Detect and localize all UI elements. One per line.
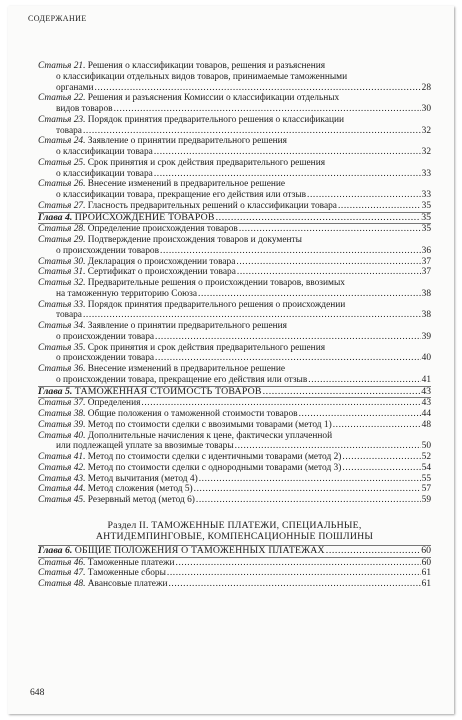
toc-line <box>38 213 431 224</box>
toc-article <box>38 61 431 93</box>
toc-line <box>38 158 431 169</box>
page-ref: 57 <box>421 484 431 495</box>
toc-line <box>38 136 431 147</box>
toc-article <box>38 201 431 212</box>
entry-text: Заявление о принятии предварительного решения <box>87 136 287 147</box>
entry-text: товара <box>56 125 82 136</box>
toc-article <box>38 136 431 158</box>
leader-dots <box>83 310 421 321</box>
toc-article <box>38 431 431 453</box>
article-label: Статья 39. <box>38 419 86 430</box>
toc-line <box>38 484 431 495</box>
toc-line <box>38 278 431 289</box>
toc-list-chapters-3-5 <box>38 61 431 506</box>
leader-dots <box>154 169 421 180</box>
entry-text: Общие положения о таможенной стоимости товаров <box>87 409 298 419</box>
toc-list-chapter-6 <box>38 545 431 590</box>
toc-article <box>38 343 431 365</box>
leader-dots <box>299 409 421 420</box>
page-ref: 61 <box>421 579 431 589</box>
article-label: Статья 41. <box>38 452 86 462</box>
toc-line <box>38 579 431 590</box>
leader-dots <box>308 375 420 386</box>
toc-chapter <box>38 546 431 557</box>
article-label: Статья 21. <box>38 61 86 71</box>
toc-article <box>38 452 431 463</box>
entry-text: о происхождении товара <box>56 353 155 364</box>
article-label: Статья 26. <box>38 179 86 190</box>
chapter-label: Глава 6. <box>38 544 73 556</box>
entry-text: товара <box>56 310 82 321</box>
toc-line <box>38 224 431 235</box>
leader-dots <box>154 147 421 158</box>
toc-article <box>38 558 431 569</box>
article-label: Статья 32. <box>38 278 86 288</box>
article-label: Статья 28. <box>38 224 86 235</box>
article-label: Статья 22. <box>38 93 86 104</box>
toc-article <box>38 300 431 322</box>
article-label: Статья 38. <box>38 409 86 419</box>
article-label: Статья 47. <box>38 568 86 579</box>
entry-text: Срок принятия и срок действия предварительного решения <box>87 342 326 353</box>
page-ref: 32 <box>421 125 431 136</box>
toc-line <box>38 179 431 190</box>
toc-line <box>38 409 431 420</box>
entry-text: органами <box>56 82 94 93</box>
article-label: Статья 31. <box>38 267 86 278</box>
article-label: Статья 27. <box>38 200 86 211</box>
page-ref: 28 <box>421 82 431 93</box>
page-ref: 44 <box>421 409 431 419</box>
toc-article <box>38 93 431 115</box>
article-label: Статья 25. <box>38 157 86 168</box>
page-ref: 54 <box>421 462 431 473</box>
toc-line <box>38 420 431 431</box>
section-heading <box>38 520 431 543</box>
toc-line <box>38 257 431 268</box>
article-label: Статья 29. <box>38 235 86 245</box>
leader-dots <box>155 332 421 343</box>
toc-article <box>38 474 431 485</box>
toc-line <box>38 310 431 321</box>
leader-dots <box>263 387 421 398</box>
toc-article <box>38 235 431 257</box>
page-ref: 41 <box>421 374 431 385</box>
toc-article <box>38 224 431 235</box>
toc-line <box>38 546 431 557</box>
toc-line <box>38 126 431 137</box>
entry-text: о происхождении товара, прекращение его действия или отзыв <box>56 374 308 385</box>
entry-text: Метод по стоимости сделки с однородными товарами (метод 3) <box>87 462 342 473</box>
chapter-label: Глава 4. <box>38 211 73 223</box>
page-ref: 39 <box>421 331 431 342</box>
page-ref: 35 <box>421 200 431 211</box>
page-ref: 61 <box>421 568 431 579</box>
entry-text: или подлежащей уплате за ввозимые товары <box>56 441 234 452</box>
entry-text: о классификации товара <box>56 147 153 157</box>
toc-line <box>38 300 431 311</box>
leader-dots <box>239 224 421 235</box>
entry-text: Порядок принятия предварительного решения о классификации <box>87 114 345 125</box>
entry-text: Таможенные платежи <box>87 557 175 568</box>
article-label: Статья 40. <box>38 430 86 441</box>
entry-text: Метод вычитания (метод 4) <box>87 473 198 484</box>
page-ref: 35 <box>421 224 431 235</box>
toc-line <box>38 452 431 463</box>
toc-line <box>38 353 431 364</box>
toc-line <box>38 72 431 83</box>
page-ref: 38 <box>421 288 431 299</box>
toc-article <box>38 409 431 420</box>
running-header: СОДЕРЖАНИЕ <box>28 14 87 23</box>
leader-dots <box>338 201 421 212</box>
entry-text: Таможенные сборы <box>87 568 166 579</box>
toc-article <box>38 321 431 343</box>
toc-article <box>38 278 431 300</box>
toc-article <box>38 115 431 137</box>
article-label: Статья 44. <box>38 484 86 495</box>
toc-line <box>38 235 431 246</box>
page-ref: 59 <box>421 495 431 505</box>
entry-text: видов товаров <box>56 104 113 114</box>
toc-line <box>38 398 431 409</box>
entry-text: Сертификат о происхождении товара <box>87 267 236 278</box>
entry-text: Внесение изменений в предварительное решение <box>87 364 286 374</box>
leader-dots <box>342 452 420 463</box>
entry-text: Определения <box>87 398 141 409</box>
leader-dots <box>307 190 421 201</box>
chapter-label: Глава 5. <box>38 385 73 397</box>
toc-line <box>38 474 431 485</box>
toc-line <box>38 375 431 386</box>
entry-text: Декларация о происхождении товара <box>87 256 236 267</box>
leader-dots <box>160 246 421 257</box>
toc-article <box>38 463 431 474</box>
toc-line <box>38 201 431 212</box>
leader-dots <box>141 398 420 409</box>
leader-dots <box>198 289 421 300</box>
toc-line <box>38 343 431 354</box>
leader-dots <box>155 353 421 364</box>
entry-text: о классификации отдельных видов товаров, принимаемые таможенными <box>56 71 348 82</box>
page-ref: 30 <box>421 104 431 114</box>
entry-text: Порядок принятия предварительного решения о происхождении <box>87 299 346 310</box>
page-ref: 33 <box>421 190 431 200</box>
entry-text: Дополнительные начисления к цене, фактически уплаченной <box>87 430 333 441</box>
leader-dots <box>342 463 420 474</box>
article-label: Статья 37. <box>38 398 86 409</box>
entry-text: Определение происхождения товаров <box>87 224 238 235</box>
toc-line <box>38 558 431 569</box>
entry-text: Решения и разъяснения Комиссии о классификации отдельных <box>87 93 340 104</box>
toc-line <box>38 104 431 115</box>
page-ref: 32 <box>421 147 431 157</box>
toc-article <box>38 568 431 579</box>
toc-line <box>38 147 431 158</box>
toc-article <box>38 579 431 590</box>
leader-dots <box>167 568 421 579</box>
page-ref: 60 <box>421 557 431 568</box>
article-label: Статья 30. <box>38 256 86 267</box>
leader-dots <box>168 579 420 590</box>
article-label: Статья 48. <box>38 579 86 589</box>
entry-text: о происхождении товаров <box>56 245 159 256</box>
article-label: Статья 45. <box>38 495 86 505</box>
toc-line <box>38 568 431 579</box>
page-ref: 37 <box>421 256 431 267</box>
leader-dots <box>176 558 421 569</box>
entry-text: ПРОИСХОЖДЕНИЕ ТОВАРОВ <box>74 211 215 223</box>
page-ref: 40 <box>421 353 431 364</box>
page-ref: 60 <box>421 544 431 556</box>
leader-dots <box>114 104 421 115</box>
toc-line <box>38 190 431 201</box>
leader-dots <box>326 546 420 557</box>
toc-line <box>38 169 431 180</box>
article-label: Статья 46. <box>38 557 86 568</box>
toc-line <box>38 83 431 94</box>
toc-line <box>38 495 431 506</box>
article-label: Статья 23. <box>38 114 86 125</box>
leader-dots <box>199 474 421 485</box>
page-ref: 48 <box>421 419 431 430</box>
toc-article <box>38 257 431 268</box>
leader-dots <box>236 257 420 268</box>
entry-text: Метод по стоимости сделки с идентичными товарами (метод 2) <box>87 452 342 462</box>
toc-line <box>38 267 431 278</box>
toc-article <box>38 420 431 431</box>
page-ref: 55 <box>421 473 431 484</box>
entry-text: Гласность предварительных решений о классификации товара <box>87 200 337 211</box>
toc-article <box>38 398 431 409</box>
leader-dots <box>237 267 421 278</box>
entry-text: Авансовые платежи <box>87 579 168 589</box>
leader-dots <box>95 83 421 94</box>
entry-text: о классификации товара <box>56 168 153 179</box>
book-page <box>8 6 454 714</box>
toc-line <box>38 364 431 375</box>
toc-line <box>38 332 431 343</box>
entry-text: Внесение изменений в предварительное решение <box>87 179 286 190</box>
toc-chapter <box>38 213 431 224</box>
article-label: Статья 35. <box>38 342 86 353</box>
entry-text: о происхождении товара <box>56 331 155 342</box>
toc-line <box>38 115 431 126</box>
page-ref: 35 <box>421 211 431 223</box>
entry-text: ТАМОЖЕННАЯ СТОИМОСТЬ ТОВАРОВ <box>74 385 262 397</box>
entry-text: Предварительные решения о происхождении товаров, ввозимых <box>87 278 345 288</box>
entry-text: на таможенную территорию Союза <box>56 288 198 299</box>
entry-text: Срок принятия и срок действия предварительного решения <box>87 157 326 168</box>
page-ref: 36 <box>421 245 431 256</box>
toc-line <box>38 93 431 104</box>
article-label: Статья 24. <box>38 136 86 147</box>
toc-article <box>38 267 431 278</box>
toc-chapter <box>38 387 431 398</box>
leader-dots <box>216 213 421 224</box>
toc-line <box>38 387 431 398</box>
leader-dots <box>196 495 421 506</box>
toc-line <box>38 61 431 72</box>
article-label: Статья 33. <box>38 299 86 310</box>
page-ref: 43 <box>421 398 431 409</box>
toc-line <box>38 321 431 332</box>
toc-article <box>38 484 431 495</box>
article-label: Статья 42. <box>38 462 86 473</box>
toc-line <box>38 441 431 452</box>
page-ref: 52 <box>421 452 431 462</box>
entry-text: Решения о классификации товаров, решения и разъяснения <box>87 61 326 71</box>
entry-text: Подтверждение происхождения товаров и документы <box>87 235 302 245</box>
page-ref: 43 <box>421 385 431 397</box>
leader-dots <box>235 441 421 452</box>
entry-text: Метод по стоимости сделки с ввозимыми товарами (метод 1) <box>87 419 332 430</box>
toc-article <box>38 364 431 386</box>
page-ref: 38 <box>421 310 431 321</box>
toc-article <box>38 179 431 201</box>
toc-line <box>38 463 431 474</box>
page-ref: 33 <box>421 168 431 179</box>
entry-text: о классификации товара, прекращение его действия или отзыв <box>56 190 307 200</box>
toc-line <box>38 431 431 442</box>
entry-text: Заявление о принятии предварительного решения <box>87 321 287 331</box>
page-ref: 37 <box>421 267 431 278</box>
article-label: Статья 36. <box>38 364 86 374</box>
entry-text: ОБЩИЕ ПОЛОЖЕНИЯ О ТАМОЖЕННЫХ ПЛАТЕЖАХ <box>74 544 325 556</box>
toc-article <box>38 158 431 180</box>
section-heading-line-1: Раздел II. ТАМОЖЕННЫЕ ПЛАТЕЖИ, СПЕЦИАЛЬНЫЕ, <box>107 519 362 531</box>
page-number: 648 <box>30 687 45 698</box>
page-ref: 50 <box>421 441 431 452</box>
leader-dots <box>333 420 421 431</box>
entry-text: Резервный метод (метод 6) <box>87 495 195 505</box>
leader-dots <box>83 126 421 137</box>
section-heading-line-2: АНТИДЕМПИНГОВЫЕ, КОМПЕНСАЦИОННЫЕ ПОШЛИНЫ <box>95 531 374 543</box>
article-label: Статья 34. <box>38 321 86 331</box>
article-label: Статья 43. <box>38 473 86 484</box>
toc-line <box>38 246 431 257</box>
toc-line <box>38 289 431 300</box>
entry-text: Метод сложения (метод 5) <box>87 484 193 495</box>
table-of-contents <box>38 61 431 590</box>
toc-article <box>38 495 431 506</box>
leader-dots <box>194 484 421 495</box>
